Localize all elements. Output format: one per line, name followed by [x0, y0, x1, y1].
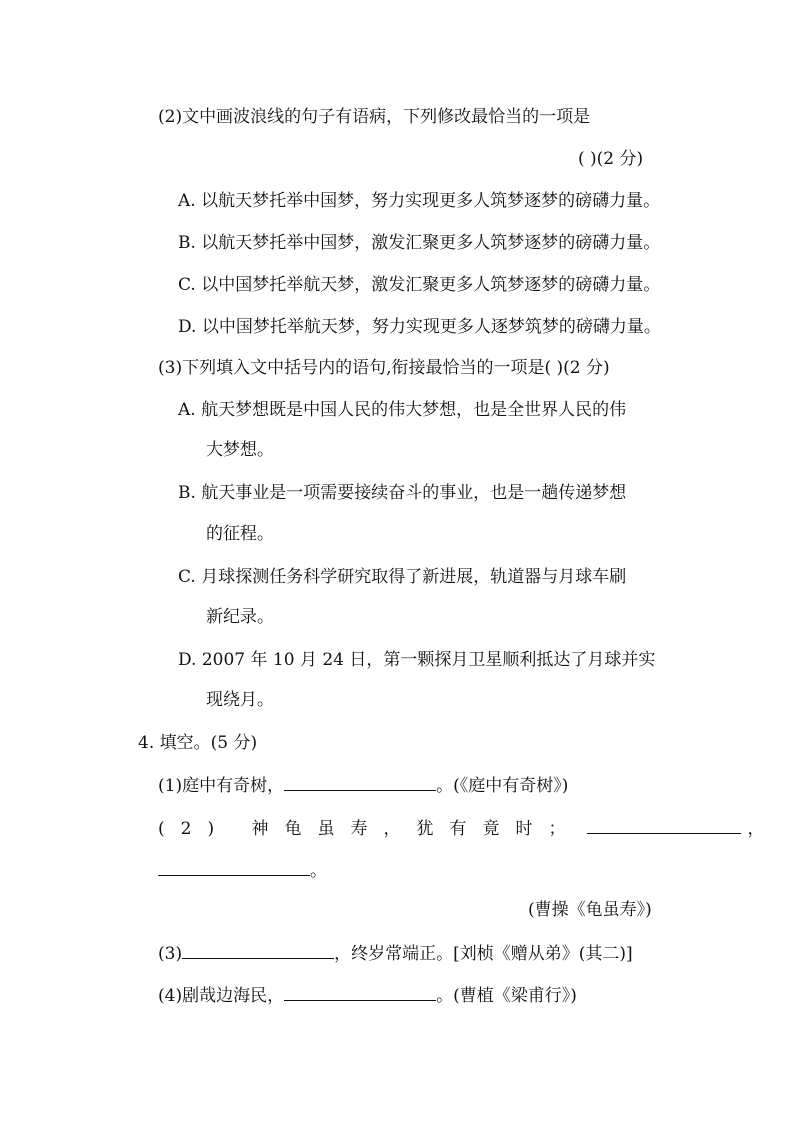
- question-3-option-a-line1: A. 航天梦想既是中国人民的伟大梦想，也是全世界人民的伟: [178, 400, 627, 420]
- question-3-option-c-line1: C. 月球探测任务科学研究取得了新进展，轨道器与月球车刷: [178, 567, 627, 587]
- q4-item-4-blank[interactable]: [284, 982, 436, 1001]
- q4-item-2-prefix: (2) 神龟虽寿，犹有竟时；: [158, 819, 582, 839]
- question-3-option-d-line1: D. 2007 年 10 月 24 日，第一颗探月卫星顺利抵达了月球并实: [178, 650, 656, 670]
- question-2-stem: (2)文中画波浪线的句子有语病，下列修改最恰当的一项是: [158, 107, 591, 127]
- question-3-option-c-line2: 新纪录。: [206, 607, 274, 627]
- q4-item-1-prefix: (1)庭中有奇树，: [158, 776, 285, 796]
- question-3-option-d-line2: 现绕月。: [206, 690, 274, 710]
- q4-item-2-blank-1[interactable]: [587, 815, 741, 834]
- q4-item-4-source: 。(曹植《梁甫行》): [436, 986, 577, 1006]
- question-2-option-c: C. 以中国梦托举航天梦，激发汇聚更多人筑梦逐梦的磅礴力量。: [178, 275, 661, 295]
- q4-item-4-prefix: (4)剧哉边海民，: [158, 986, 285, 1006]
- q4-item-1: [158, 772, 568, 798]
- question-4-title: 4. 填空。(5 分): [138, 733, 258, 753]
- q4-item-2-blank-2[interactable]: [158, 857, 310, 876]
- q4-item-2-comma: ，: [747, 819, 765, 839]
- q4-item-2-line2: [158, 857, 327, 883]
- q4-item-1-source: 。(《庭中有奇树》): [436, 776, 569, 796]
- question-2-option-b: B. 以航天梦托举中国梦，激发汇聚更多人筑梦逐梦的磅礴力量。: [178, 233, 661, 253]
- q4-item-3-prefix: (3): [158, 944, 183, 964]
- q4-item-1-blank[interactable]: [284, 772, 436, 791]
- q4-item-2-source: (曹操《龟虽寿》): [528, 900, 652, 920]
- question-3-option-b-line1: B. 航天事业是一项需要接续奋斗的事业，也是一趟传递梦想: [178, 483, 627, 503]
- q4-item-3-blank[interactable]: [182, 940, 334, 959]
- question-2-option-d: D. 以中国梦托举航天梦，努力实现更多人逐梦筑梦的磅礴力量。: [178, 317, 661, 337]
- question-2-option-a: A. 以航天梦托举中国梦，努力实现更多人筑梦逐梦的磅礴力量。: [178, 191, 661, 211]
- question-2-answer-paren: ( )(2 分): [578, 149, 644, 169]
- q4-item-4: [158, 982, 577, 1008]
- question-3-stem: (3)下列填入文中括号内的语句,衔接最恰当的一项是( )(2 分): [158, 358, 610, 378]
- q4-item-3: [158, 940, 633, 966]
- question-3-option-b-line2: 的征程。: [206, 524, 274, 544]
- question-3-option-a-line2: 大梦想。: [206, 440, 274, 460]
- q4-item-2-period: 。: [310, 861, 327, 881]
- q4-item-2: [158, 815, 764, 841]
- q4-item-3-source: ，终岁常端正。[刘桢《赠从弟》(其二)]: [334, 944, 633, 964]
